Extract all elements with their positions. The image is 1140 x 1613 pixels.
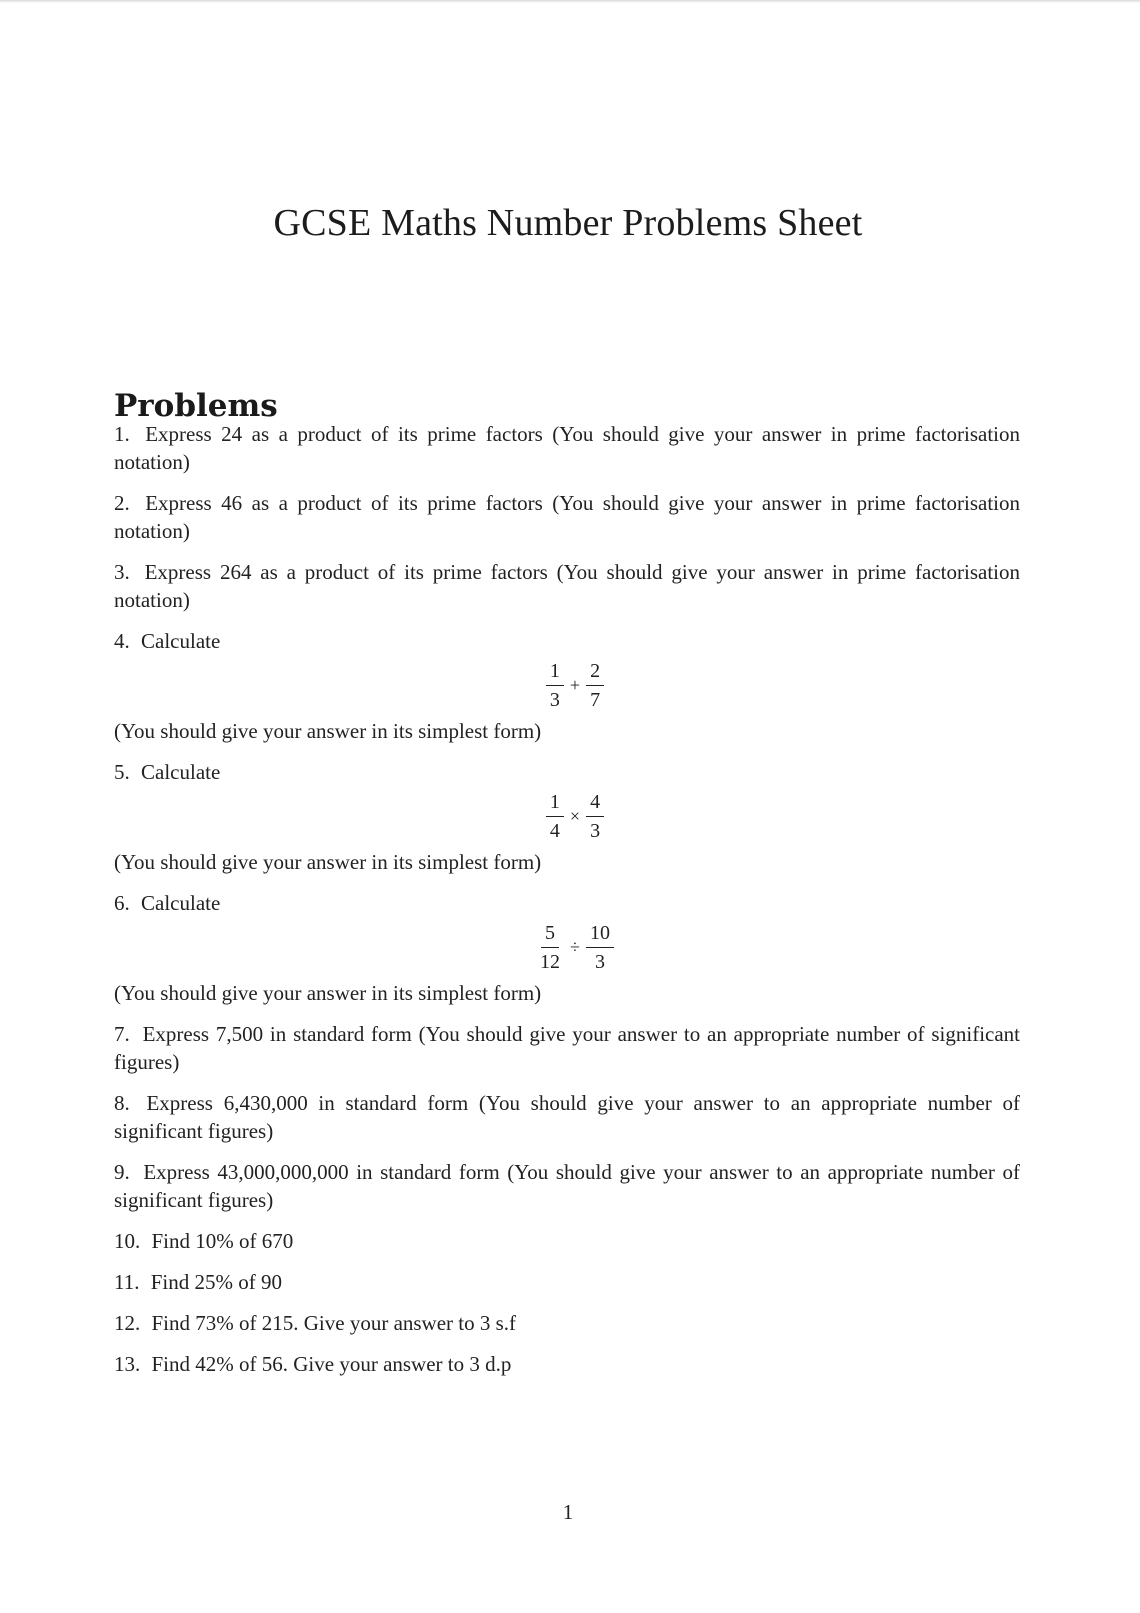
problem-list <box>114 420 1020 1391</box>
problem-number: 5. <box>114 760 130 784</box>
problem-text: Find 42% of 56. Give your answer to 3 d.p <box>151 1352 512 1376</box>
math-expression <box>130 655 1020 715</box>
page-title: GCSE Maths Number Problems Sheet <box>273 202 863 245</box>
problem-number: 2. <box>114 491 130 515</box>
fraction <box>584 659 606 712</box>
problem-text: Calculate <box>141 629 221 653</box>
problem-number: 11. <box>114 1270 140 1294</box>
operator-symbol: ÷ <box>570 937 580 957</box>
problem-text: Express 46 as a product of its prime factors (You should give your answer in prime factorisation notation) <box>114 491 1020 543</box>
operator-symbol: + <box>569 675 581 695</box>
problem-text: Find 10% of 670 <box>151 1229 294 1253</box>
problem-number: 8. <box>114 1091 130 1115</box>
problem-number: 3. <box>114 560 130 584</box>
fraction-denominator: 12 <box>540 950 561 973</box>
problem-text: Express 24 as a product of its prime factors (You should give your answer in prime factorisation notation) <box>114 422 1020 474</box>
operator-symbol: × <box>569 806 581 826</box>
problem-number: 12. <box>114 1311 141 1335</box>
fraction <box>584 921 616 974</box>
problem-item-6 <box>114 889 1020 1007</box>
problem-number: 9. <box>114 1160 130 1184</box>
fraction <box>584 790 606 843</box>
problem-note: (You should give your answer in its simplest form) <box>114 719 542 743</box>
problem-text: Express 7,500 in standard form (You should give your answer to an appropriate number of significant figures) <box>114 1022 1020 1074</box>
math-expression <box>130 917 1020 977</box>
problem-item-10 <box>114 1227 1020 1255</box>
fraction-numerator: 1 <box>546 659 564 686</box>
problem-item-8 <box>114 1089 1020 1145</box>
problem-item-11 <box>114 1268 1020 1296</box>
problem-text: Express 43,000,000,000 in standard form (You should give your answer to an appropriate number of significant figures) <box>114 1160 1020 1212</box>
fraction-numerator: 2 <box>586 659 604 686</box>
fraction-denominator: 7 <box>590 688 601 711</box>
fraction <box>544 790 566 843</box>
problem-item-12 <box>114 1309 1020 1337</box>
problem-text: Calculate <box>141 891 221 915</box>
problem-text: Find 73% of 215. Give your answer to 3 s.f <box>151 1311 517 1335</box>
fraction-denominator: 4 <box>549 819 560 842</box>
fraction <box>544 659 566 712</box>
problem-note: (You should give your answer in its simplest form) <box>114 981 542 1005</box>
math-expression <box>130 786 1020 846</box>
section-heading: Problems <box>114 387 278 424</box>
fraction-numerator: 4 <box>586 790 604 817</box>
page-top-edge <box>0 0 1140 3</box>
page-number: 1 <box>562 1500 574 1524</box>
problem-item-5 <box>114 758 1020 876</box>
fraction-numerator: 5 <box>541 921 559 948</box>
problem-number: 1. <box>114 422 130 446</box>
fraction-denominator: 3 <box>590 819 601 842</box>
problem-number: 6. <box>114 891 130 915</box>
problem-number: 10. <box>114 1229 141 1253</box>
fraction <box>534 921 566 974</box>
fraction-denominator: 3 <box>549 688 560 711</box>
problem-note: (You should give your answer in its simplest form) <box>114 850 542 874</box>
problem-text: Calculate <box>141 760 221 784</box>
problem-item-2 <box>114 489 1020 545</box>
problem-item-9 <box>114 1158 1020 1214</box>
problem-number: 13. <box>114 1352 141 1376</box>
problem-text: Express 264 as a product of its prime factors (You should give your answer in prime factorisation notation) <box>114 560 1021 612</box>
problem-item-1 <box>114 420 1020 476</box>
problem-number: 4. <box>114 629 130 653</box>
problem-text: Express 6,430,000 in standard form (You should give your answer to an appropriate number of significant figures) <box>114 1091 1021 1143</box>
fraction-denominator: 3 <box>594 950 605 973</box>
problem-item-4 <box>114 627 1020 745</box>
fraction-numerator: 10 <box>586 921 614 948</box>
problem-item-13 <box>114 1350 1020 1378</box>
fraction-numerator: 1 <box>546 790 564 817</box>
problem-item-7 <box>114 1020 1020 1076</box>
problem-item-3 <box>114 558 1020 614</box>
problem-text: Find 25% of 90 <box>150 1270 282 1294</box>
problem-number: 7. <box>114 1022 130 1046</box>
